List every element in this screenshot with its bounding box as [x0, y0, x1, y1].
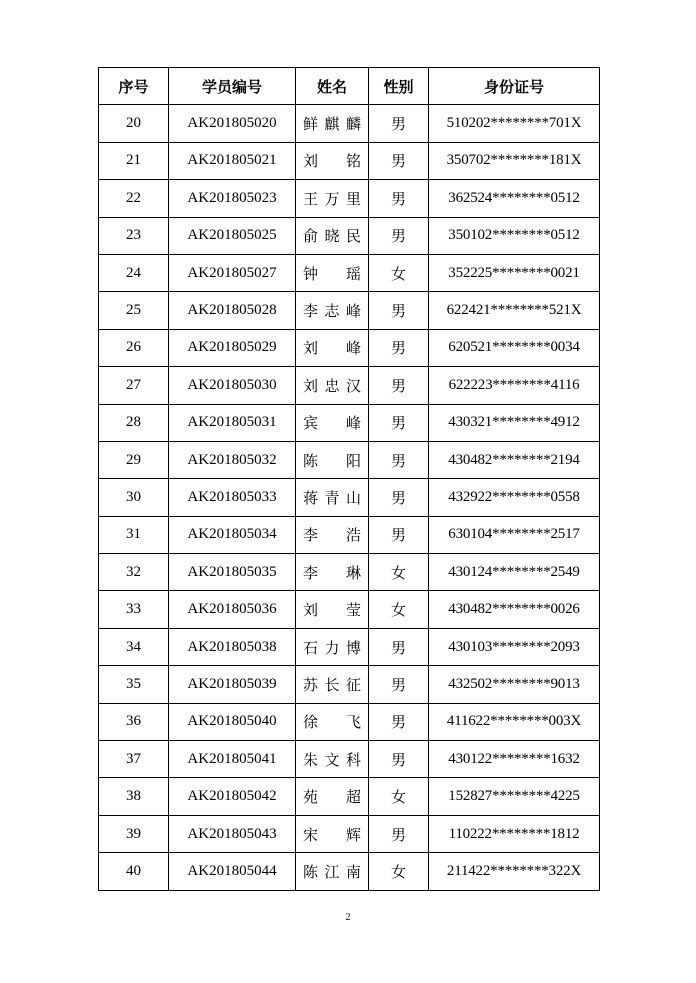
- name-characters: [303, 487, 361, 508]
- cell-id-number: 430122********1632: [429, 741, 600, 778]
- name-character: 琳: [345, 563, 361, 582]
- cell-name: [296, 217, 369, 254]
- name-character: 征: [345, 675, 361, 694]
- cell-student-code: AK201805027: [169, 254, 296, 291]
- name-character: 麟: [345, 115, 361, 134]
- cell-name: [296, 554, 369, 591]
- cell-id-number: 152827********4225: [429, 778, 600, 815]
- name-character: 江: [324, 862, 340, 881]
- cell-serial-number: 29: [99, 441, 169, 478]
- name-character: 刘: [303, 339, 319, 358]
- cell-serial-number: 32: [99, 554, 169, 591]
- cell-serial-number: 25: [99, 292, 169, 329]
- cell-student-code: AK201805029: [169, 329, 296, 366]
- name-characters: [303, 674, 361, 695]
- name-characters: [303, 711, 361, 732]
- cell-id-number: 630104********2517: [429, 516, 600, 553]
- cell-id-number: 350102********0512: [429, 217, 600, 254]
- header-student-code: 学员编号: [169, 68, 296, 105]
- page-number: 2: [345, 912, 351, 923]
- table-header-row: [99, 68, 600, 105]
- table-row: [99, 329, 600, 366]
- cell-sex: 男: [369, 329, 429, 366]
- cell-id-number: 430321********4912: [429, 404, 600, 441]
- cell-serial-number: 36: [99, 703, 169, 740]
- cell-name: [296, 329, 369, 366]
- cell-name: [296, 628, 369, 665]
- name-character: 飞: [345, 713, 361, 732]
- name-character: 峰: [345, 339, 361, 358]
- name-character: 蒋: [303, 488, 319, 507]
- table-row: [99, 254, 600, 291]
- header-name: 姓名: [296, 68, 369, 105]
- name-characters: [303, 300, 361, 321]
- name-character: 辉: [345, 825, 361, 844]
- cell-name: [296, 404, 369, 441]
- name-characters: [303, 450, 361, 471]
- name-characters: [303, 375, 361, 396]
- cell-id-number: 432502********9013: [429, 666, 600, 703]
- cell-sex: 女: [369, 554, 429, 591]
- header-id-number: 身份证号: [429, 68, 600, 105]
- table-row: [99, 292, 600, 329]
- name-character: 科: [345, 750, 361, 769]
- name-character: 超: [345, 788, 361, 807]
- cell-id-number: 362524********0512: [429, 180, 600, 217]
- cell-sex: 男: [369, 815, 429, 852]
- name-character: 刘: [303, 152, 319, 171]
- name-character: 民: [345, 227, 361, 246]
- name-characters: [303, 824, 361, 845]
- cell-student-code: AK201805042: [169, 778, 296, 815]
- cell-id-number: 430482********0026: [429, 591, 600, 628]
- cell-serial-number: 23: [99, 217, 169, 254]
- table-row: [99, 217, 600, 254]
- cell-student-code: AK201805033: [169, 479, 296, 516]
- name-character: 力: [324, 638, 340, 657]
- cell-serial-number: 30: [99, 479, 169, 516]
- name-character: 莹: [345, 601, 361, 620]
- cell-student-code: AK201805034: [169, 516, 296, 553]
- name-characters: [303, 637, 361, 658]
- name-character: 宋: [303, 825, 319, 844]
- name-characters: [303, 599, 361, 620]
- name-character: 陈: [303, 862, 319, 881]
- name-character: 晓: [324, 227, 340, 246]
- cell-sex: 女: [369, 591, 429, 628]
- cell-serial-number: 28: [99, 404, 169, 441]
- table-row: [99, 741, 600, 778]
- table-row: [99, 441, 600, 478]
- cell-name: [296, 741, 369, 778]
- cell-serial-number: 39: [99, 815, 169, 852]
- cell-sex: 男: [369, 367, 429, 404]
- cell-name: [296, 367, 369, 404]
- table-row: [99, 516, 600, 553]
- name-character: 石: [303, 638, 319, 657]
- name-character: 浩: [345, 526, 361, 545]
- cell-sex: 男: [369, 479, 429, 516]
- cell-serial-number: 26: [99, 329, 169, 366]
- table-row: [99, 142, 600, 179]
- cell-student-code: AK201805031: [169, 404, 296, 441]
- cell-student-code: AK201805044: [169, 853, 296, 890]
- name-character: 峰: [345, 414, 361, 433]
- name-characters: [303, 113, 361, 134]
- name-characters: [303, 263, 361, 284]
- cell-serial-number: 35: [99, 666, 169, 703]
- name-character: 俞: [303, 227, 319, 246]
- name-character: 长: [324, 675, 340, 694]
- cell-name: [296, 105, 369, 142]
- name-character: 阳: [345, 451, 361, 470]
- name-character: 李: [303, 526, 319, 545]
- cell-id-number: 620521********0034: [429, 329, 600, 366]
- table-row: [99, 554, 600, 591]
- name-character: 山: [345, 488, 361, 507]
- cell-serial-number: 24: [99, 254, 169, 291]
- name-characters: [303, 150, 361, 171]
- table-row: [99, 105, 600, 142]
- name-character: 麒: [324, 115, 340, 134]
- header-sex: 性别: [369, 68, 429, 105]
- name-characters: [303, 524, 361, 545]
- name-character: 青: [324, 488, 340, 507]
- name-characters: [303, 749, 361, 770]
- cell-id-number: 110222********1812: [429, 815, 600, 852]
- name-characters: [303, 188, 361, 209]
- cell-serial-number: 37: [99, 741, 169, 778]
- cell-name: [296, 516, 369, 553]
- cell-id-number: 432922********0558: [429, 479, 600, 516]
- cell-name: [296, 591, 369, 628]
- cell-name: [296, 666, 369, 703]
- name-character: 博: [345, 638, 361, 657]
- name-character: 鲜: [303, 115, 319, 134]
- cell-name: [296, 853, 369, 890]
- cell-name: [296, 479, 369, 516]
- cell-student-code: AK201805020: [169, 105, 296, 142]
- table-row: [99, 703, 600, 740]
- name-character: 铭: [345, 152, 361, 171]
- cell-student-code: AK201805043: [169, 815, 296, 852]
- cell-sex: 女: [369, 853, 429, 890]
- cell-name: [296, 254, 369, 291]
- cell-sex: 女: [369, 254, 429, 291]
- cell-id-number: 622223********4116: [429, 367, 600, 404]
- name-character: 文: [324, 750, 340, 769]
- table-row: [99, 404, 600, 441]
- cell-student-code: AK201805025: [169, 217, 296, 254]
- cell-sex: 男: [369, 217, 429, 254]
- name-characters: [303, 861, 361, 882]
- name-character: 刘: [303, 376, 319, 395]
- cell-name: [296, 142, 369, 179]
- table-row: [99, 479, 600, 516]
- table-row: [99, 367, 600, 404]
- name-character: 刘: [303, 601, 319, 620]
- name-character: 陈: [303, 451, 319, 470]
- cell-name: [296, 180, 369, 217]
- table-row: [99, 815, 600, 852]
- cell-serial-number: 38: [99, 778, 169, 815]
- cell-id-number: 430124********2549: [429, 554, 600, 591]
- cell-student-code: AK201805021: [169, 142, 296, 179]
- cell-student-code: AK201805023: [169, 180, 296, 217]
- cell-id-number: 510202********701X: [429, 105, 600, 142]
- name-character: 志: [324, 302, 340, 321]
- cell-student-code: AK201805040: [169, 703, 296, 740]
- cell-sex: 男: [369, 441, 429, 478]
- cell-sex: 男: [369, 628, 429, 665]
- cell-id-number: 350702********181X: [429, 142, 600, 179]
- name-character: 峰: [345, 302, 361, 321]
- name-character: 万: [324, 189, 340, 208]
- cell-id-number: 430482********2194: [429, 441, 600, 478]
- cell-id-number: 352225********0021: [429, 254, 600, 291]
- cell-name: [296, 703, 369, 740]
- cell-sex: 男: [369, 703, 429, 740]
- cell-id-number: 622421********521X: [429, 292, 600, 329]
- name-characters: [303, 337, 361, 358]
- table-row: [99, 180, 600, 217]
- table-body: [99, 105, 600, 890]
- cell-student-code: AK201805041: [169, 741, 296, 778]
- name-characters: [303, 412, 361, 433]
- cell-name: [296, 292, 369, 329]
- table-row: [99, 591, 600, 628]
- cell-name: [296, 778, 369, 815]
- cell-sex: 男: [369, 105, 429, 142]
- header-serial-number: 序号: [99, 68, 169, 105]
- table-row: [99, 628, 600, 665]
- name-character: 瑶: [345, 264, 361, 283]
- name-character: 里: [345, 189, 361, 208]
- cell-serial-number: 20: [99, 105, 169, 142]
- cell-serial-number: 40: [99, 853, 169, 890]
- cell-sex: 男: [369, 666, 429, 703]
- name-character: 忠: [324, 376, 340, 395]
- name-character: 苑: [303, 788, 319, 807]
- cell-student-code: AK201805036: [169, 591, 296, 628]
- cell-sex: 男: [369, 741, 429, 778]
- name-character: 徐: [303, 713, 319, 732]
- name-character: 南: [345, 862, 361, 881]
- cell-sex: 男: [369, 180, 429, 217]
- name-characters: [303, 562, 361, 583]
- cell-student-code: AK201805030: [169, 367, 296, 404]
- name-character: 钟: [303, 264, 319, 283]
- name-character: 苏: [303, 675, 319, 694]
- name-character: 朱: [303, 750, 319, 769]
- name-character: 李: [303, 302, 319, 321]
- cell-serial-number: 33: [99, 591, 169, 628]
- cell-id-number: 211422********322X: [429, 853, 600, 890]
- name-characters: [303, 225, 361, 246]
- table-row: [99, 666, 600, 703]
- cell-id-number: 411622********003X: [429, 703, 600, 740]
- cell-serial-number: 21: [99, 142, 169, 179]
- cell-id-number: 430103********2093: [429, 628, 600, 665]
- cell-sex: 男: [369, 292, 429, 329]
- cell-student-code: AK201805028: [169, 292, 296, 329]
- cell-student-code: AK201805038: [169, 628, 296, 665]
- cell-name: [296, 815, 369, 852]
- table-row: [99, 853, 600, 890]
- name-character: 李: [303, 563, 319, 582]
- cell-serial-number: 31: [99, 516, 169, 553]
- cell-serial-number: 22: [99, 180, 169, 217]
- cell-student-code: AK201805032: [169, 441, 296, 478]
- table-row: [99, 778, 600, 815]
- cell-student-code: AK201805039: [169, 666, 296, 703]
- cell-serial-number: 34: [99, 628, 169, 665]
- name-character: 汉: [345, 376, 361, 395]
- cell-student-code: AK201805035: [169, 554, 296, 591]
- name-character: 王: [303, 189, 319, 208]
- cell-sex: 男: [369, 142, 429, 179]
- cell-sex: 男: [369, 404, 429, 441]
- student-roster-table: [98, 67, 600, 891]
- cell-sex: 男: [369, 516, 429, 553]
- name-character: 宾: [303, 414, 319, 433]
- name-characters: [303, 786, 361, 807]
- cell-serial-number: 27: [99, 367, 169, 404]
- cell-name: [296, 441, 369, 478]
- cell-sex: 女: [369, 778, 429, 815]
